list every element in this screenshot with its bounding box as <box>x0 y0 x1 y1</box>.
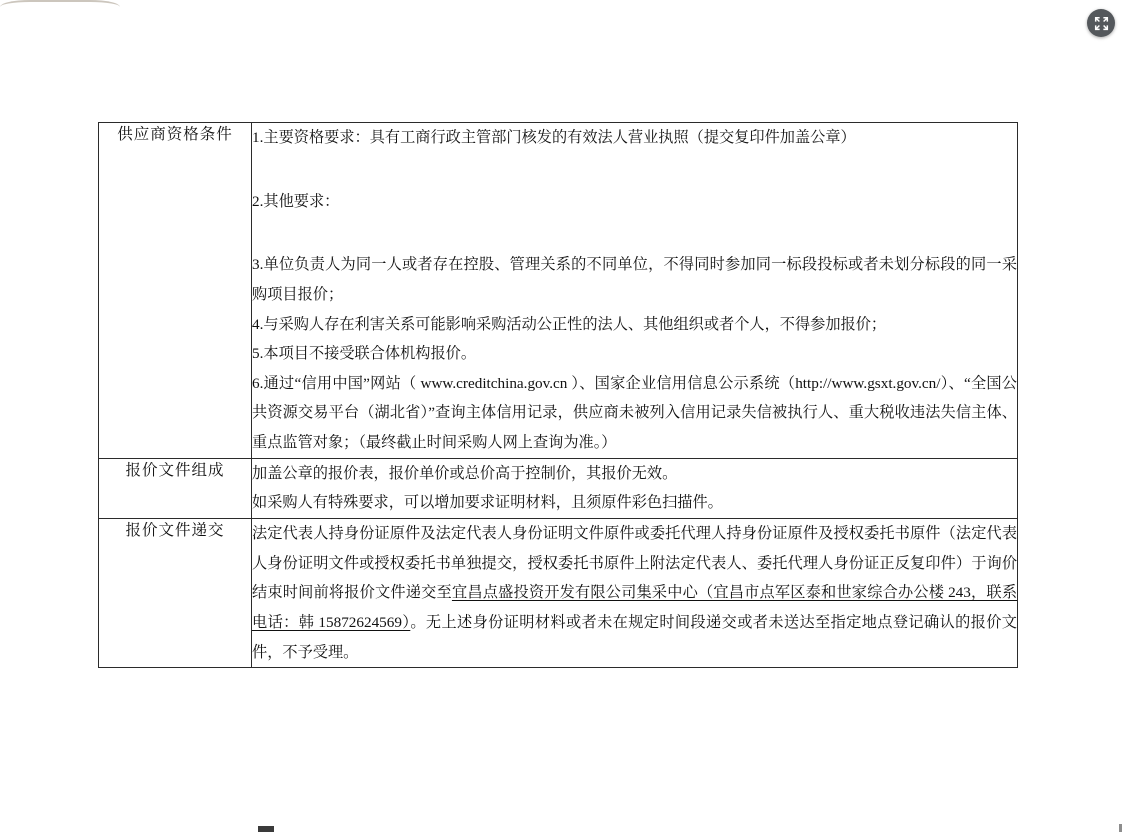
submission-address-highlight: 宜昌点盛投资开发有限公司集采中心（宜昌市点军区泰和世家综合办公楼 243，联系电话：韩 15872624569） <box>252 584 1018 631</box>
row-label-supplier-qualification: 供应商资格条件 <box>99 123 252 459</box>
table-row <box>99 519 1018 668</box>
row-body-quotation-submission <box>252 519 1018 668</box>
qualification-item-2: 2.其他要求： <box>252 192 340 210</box>
composition-line-1: 加盖公章的报价表，报价单价或总价高于控制价，其报价无效。 <box>252 464 678 482</box>
qualification-item-6: 6.通过“信用中国”网站（ www.creditchina.gov.cn ）、国家企业信用信息公示系统（http://www.gsxt.gov.cn/）、“全国公共资源交易平台（湖北省）”查询主体信用记录，供应商未被列入信用记录失信被执行人、重大税收违法失信主体、重点监管对象；（最终截止时间采购人网上查询为准。） <box>252 374 1017 452</box>
submission-text-part-3: 。无上述身份证明材料或者未在规定时间段递交或者未送达至指定地点登记确认的报价文件，不予受理。 <box>252 613 1017 661</box>
submission-text-part-1: 法定代表人持身份证原件及法定代表人身份证明文件原件或委托代理人持身份证原件及授权委托书原件（法定代表人身份证明文件或授权委托书单独提交，授权委托书原件上附法定代表人、委托代理人身份证正反复印件）于询价结束时间前将报价文件递交至 <box>252 525 1017 602</box>
scan-artifact-curve <box>0 0 120 14</box>
spacer <box>252 216 1017 250</box>
table-row <box>99 123 1018 459</box>
table-row <box>99 458 1018 518</box>
submission-paragraph <box>252 519 1017 667</box>
scan-artifact-left <box>258 826 274 832</box>
spacer <box>252 153 1017 187</box>
expand-icon-button[interactable] <box>1087 9 1115 37</box>
expand-icon <box>1094 16 1109 31</box>
qualification-item-4: 4.与采购人存在利害关系可能影响采购活动公正性的法人、其他组织或者个人，不得参加报价； <box>252 315 887 333</box>
row-label-quotation-submission: 报价文件递交 <box>99 519 252 668</box>
row-label-quotation-composition: 报价文件组成 <box>99 458 252 518</box>
composition-line-2: 如采购人有特殊要求，可以增加要求证明材料，且须原件彩色扫描件。 <box>252 494 723 512</box>
row-body-quotation-composition <box>252 458 1018 518</box>
row-body-supplier-qualification <box>252 123 1018 459</box>
scan-artifact-right <box>1119 824 1122 832</box>
qualification-item-5: 5.本项目不接受联合体机构报价。 <box>252 345 477 363</box>
qualification-item-1: 1.主要资格要求：具有工商行政主管部门核发的有效法人营业执照（提交复印件加盖公章） <box>252 129 856 146</box>
qualification-item-3: 3.单位负责人为同一人或者存在控股、管理关系的不同单位，不得同时参加同一标段投标或者未划分标段的同一采购项目报价； <box>252 256 1017 303</box>
requirements-table <box>98 122 1018 668</box>
